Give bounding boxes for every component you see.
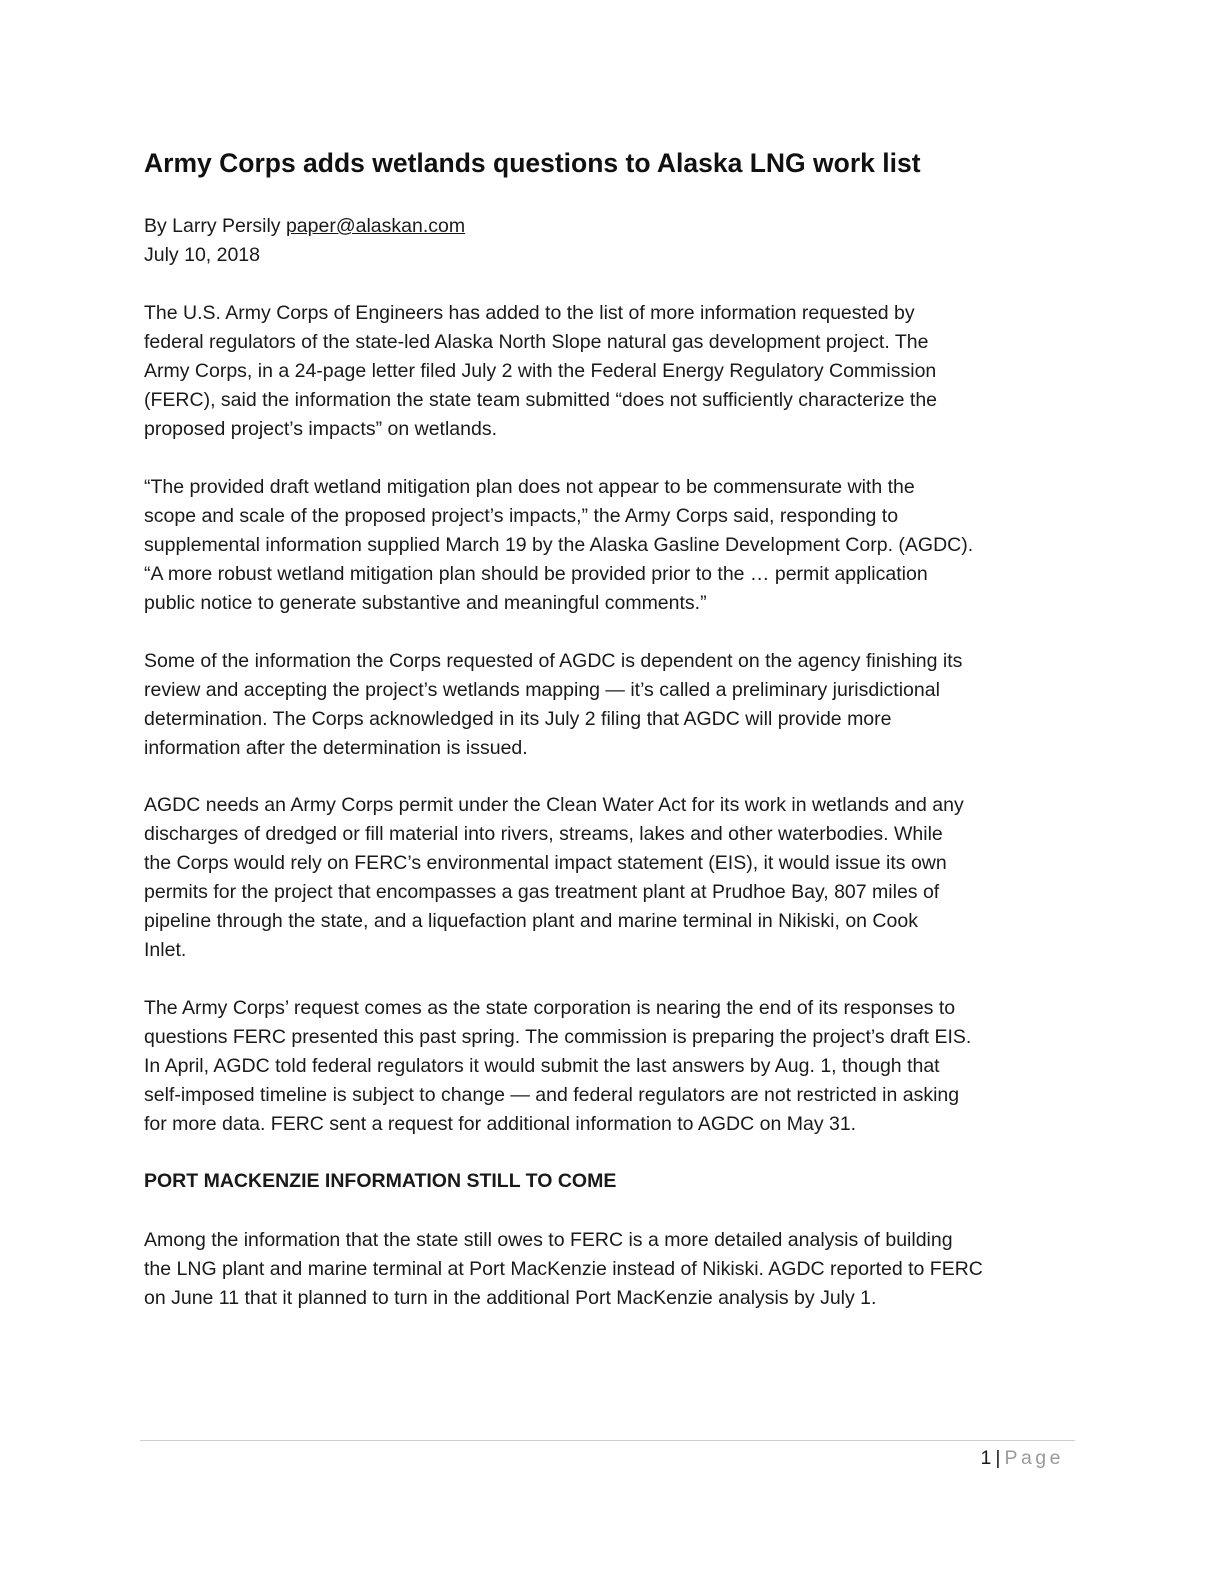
paragraph-3	[144, 647, 1080, 763]
paragraph-line: scope and scale of the proposed project’s impacts,” the Army Corps said, responding to	[144, 505, 899, 527]
paragraph-5	[144, 994, 1080, 1139]
paragraph-line: determination. The Corps acknowledged in its July 2 filing that AGDC will provide more	[144, 708, 892, 730]
paragraph-line: information after the determination is issued.	[144, 737, 528, 759]
paragraph-line: public notice to generate substantive and meaningful comments.”	[144, 592, 707, 614]
paragraph-1	[144, 299, 1080, 444]
footer-separator: |	[995, 1447, 1001, 1469]
page-footer	[981, 1444, 1064, 1473]
paragraph-line: federal regulators of the state-led Alaska North Slope natural gas development project. The	[144, 331, 929, 353]
paragraph-line: permits for the project that encompasses a gas treatment plant at Prudhoe Bay, 807 miles of	[144, 881, 940, 903]
paragraph-line: questions FERC presented this past spring. The commission is preparing the project’s draft EIS.	[144, 1026, 972, 1048]
article-date: July 10, 2018	[144, 244, 261, 266]
paragraph-line: AGDC needs an Army Corps permit under the Clean Water Act for its work in wetlands and any	[144, 794, 964, 816]
paragraph-line: Some of the information the Corps requested of AGDC is dependent on the agency finishing its	[144, 650, 963, 672]
author-email-link[interactable]: paper@alaskan.com	[285, 215, 466, 237]
paragraph-line: Army Corps, in a 24-page letter filed July 2 with the Federal Energy Regulatory Commission	[144, 360, 937, 382]
paragraph-line: Among the information that the state still owes to FERC is a more detailed analysis of building	[144, 1229, 953, 1251]
paragraph-line: (FERC), said the information the state team submitted “does not sufficiently characterize the	[144, 389, 938, 411]
paragraph-2	[144, 473, 1080, 618]
paragraph-line: The Army Corps’ request comes as the state corporation is nearing the end of its responses to	[144, 997, 956, 1019]
paragraph-4	[144, 791, 1080, 965]
byline-author: By Larry Persily	[144, 215, 286, 237]
paragraph-line: the Corps would rely on FERC’s environmental impact statement (EIS), it would issue its own	[144, 852, 947, 874]
paragraph-6	[144, 1226, 1080, 1313]
paragraph-line: self-imposed timeline is subject to change — and federal regulators are not restricted in asking	[144, 1084, 960, 1106]
paragraph-line: pipeline through the state, and a liquefaction plant and marine terminal in Nikiski, on Cook	[144, 910, 918, 932]
paragraph-line: on June 11 that it planned to turn in the additional Port MacKenzie analysis by July 1.	[144, 1287, 877, 1309]
paragraph-line: discharges of dredged or fill material into rivers, streams, lakes and other waterbodies. While	[144, 823, 943, 845]
paragraph-line: The U.S. Army Corps of Engineers has added to the list of more information requested by	[144, 302, 915, 324]
paragraph-line: supplemental information supplied March 19 by the Alaska Gasline Development Corp. (AGDC).	[144, 534, 974, 556]
paragraph-line: for more data. FERC sent a request for additional information to AGDC on May 31.	[144, 1113, 857, 1135]
byline	[144, 212, 465, 241]
paragraph-line: In April, AGDC told federal regulators it would submit the last answers by Aug. 1, though that	[144, 1055, 940, 1077]
paragraph-line: Inlet.	[144, 939, 187, 961]
footer-divider	[140, 1440, 1075, 1441]
paragraph-line: “A more robust wetland mitigation plan should be provided prior to the … permit application	[144, 563, 928, 585]
page-label: Page	[1004, 1447, 1064, 1469]
paragraph-line: proposed project’s impacts” on wetlands.	[144, 418, 497, 440]
paragraph-line: the LNG plant and marine terminal at Port MacKenzie instead of Nikiski. AGDC reported to FERC	[144, 1258, 983, 1280]
article-title: Army Corps adds wetlands questions to Alaska LNG work list	[144, 148, 921, 178]
section-subheading: PORT MACKENZIE INFORMATION STILL TO COME	[144, 1170, 617, 1192]
paragraph-line: “The provided draft wetland mitigation plan does not appear to be commensurate with the	[144, 476, 915, 498]
paragraph-line: review and accepting the project’s wetlands mapping — it’s called a preliminary jurisdictional	[144, 679, 940, 701]
page-number: 1	[980, 1447, 992, 1469]
